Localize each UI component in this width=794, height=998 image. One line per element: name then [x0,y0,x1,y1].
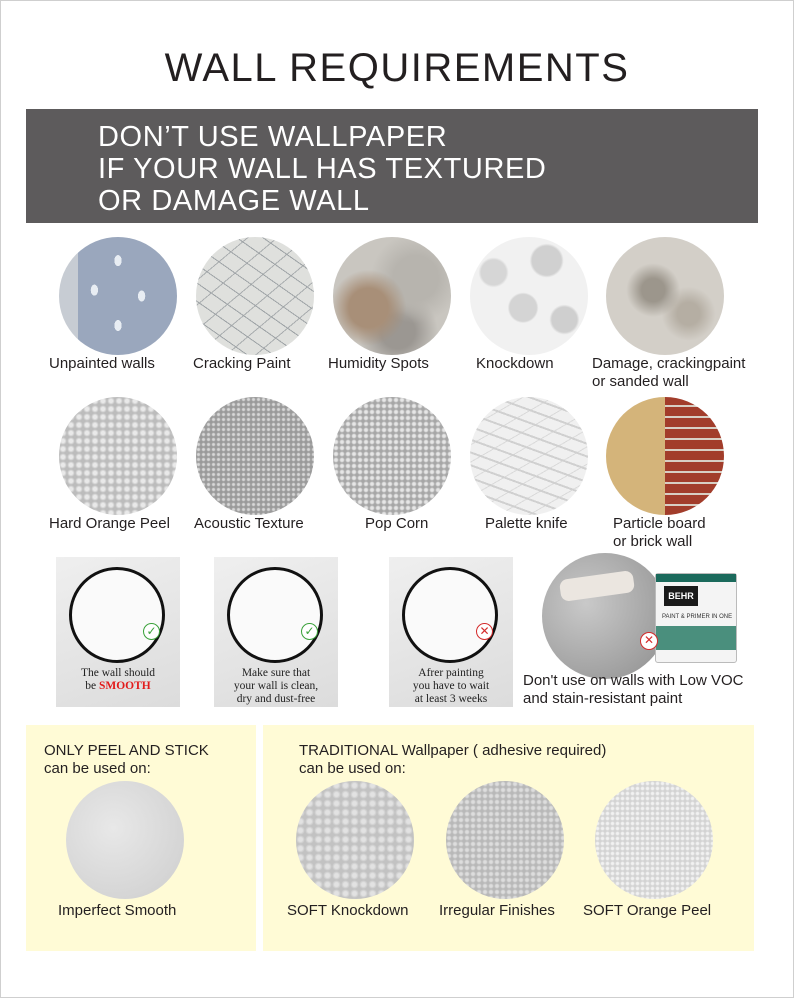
popcorn-photo [333,397,451,515]
peel-stick-panel [26,725,256,951]
voc-line-1: Don't use on walls with Low VOC [523,672,744,689]
label-knockdown: Knockdown [476,355,554,372]
label-palette-knife: Palette knife [485,515,568,532]
label-imperfect-smooth: Imperfect Smooth [58,902,177,919]
tip-wait-line-1: Afrer painting [418,667,484,679]
tip-smooth-prefix: be [85,680,99,692]
peel-stick-subtitle: can be used on: [44,760,151,777]
banner-line-2: IF YOUR WALL HAS TEXTURED [98,153,547,185]
tip-clean-line-3: dry and dust-free [236,693,316,705]
cleaning-wall-photo [227,567,323,663]
tip-wait-line-2: you have to wait [412,680,490,692]
paint-can-image [655,573,737,663]
voc-warning [523,672,743,708]
tip-text-smooth [56,667,180,693]
tip-card-smooth [56,557,180,707]
traditional-subtitle: can be used on: [299,760,406,777]
label-cracking-paint: Cracking Paint [193,355,291,372]
label-humidity-spots: Humidity Spots [328,355,429,372]
irregular-finishes-photo [446,781,564,899]
label-soft-orange-peel: SOFT Orange Peel [583,902,712,919]
label-acoustic-texture: Acoustic Texture [194,515,304,532]
cross-icon: ✕ [476,623,493,640]
check-icon: ✓ [301,623,318,640]
traditional-panel [263,725,754,951]
tip-clean-line-1: Make sure that [241,667,311,679]
label-pop-corn: Pop Corn [365,515,429,532]
label-damage-line-1: Damage, crackingpaint [592,355,746,372]
paint-can-text: PAINT & PRIMER IN ONE [662,614,733,620]
tip-clean-line-2: your wall is clean, [233,680,319,692]
unpainted-wall-photo [59,237,177,355]
tip-smooth-highlight: SMOOTH [98,680,151,692]
tip-text-clean [214,667,338,706]
orange-peel-photo [59,397,177,515]
label-damage-line-2: or sanded wall [592,373,689,390]
label-particle-line-1: Particle board [613,515,706,532]
painting-wall-photo [402,567,498,663]
tip-smooth-line-1: The wall should [80,667,156,679]
tip-wait-line-3: at least 3 weeks [414,693,488,705]
behr-logo: BEHR [664,586,698,606]
label-particle-line-2: or brick wall [613,533,693,550]
traditional-title: TRADITIONAL Wallpaper ( adhesive required) [299,742,607,759]
label-hard-orange-peel: Hard Orange Peel [49,515,170,532]
soft-knockdown-photo [296,781,414,899]
imperfect-smooth-photo [66,781,184,899]
label-soft-knockdown: SOFT Knockdown [287,902,409,919]
label-irregular-finishes: Irregular Finishes [439,902,555,919]
label-unpainted-walls: Unpainted walls [49,355,155,372]
check-icon: ✓ [143,623,160,640]
peel-stick-title: ONLY PEEL AND STICK [44,742,209,759]
banner-line-1: DON’T USE WALLPAPER [98,121,448,153]
palette-knife-photo [470,397,588,515]
acoustic-texture-photo [196,397,314,515]
tip-smooth-line-2 [56,680,180,693]
knockdown-photo [470,237,588,355]
tip-card-clean [214,557,338,707]
particle-brick-photo [606,397,724,515]
voc-line-2: and stain-resistant paint [523,690,683,707]
cracking-paint-photo [196,237,314,355]
warning-banner [26,109,758,223]
paint-roller-photo [542,553,668,679]
page-title: WALL REQUIREMENTS [164,46,630,90]
paint-can-band [656,626,736,650]
banner-line-3: OR DAMAGE WALL [98,185,370,217]
paint-can-lid [656,574,736,582]
paint-roller-icon [559,570,635,602]
damage-wall-photo [606,237,724,355]
tip-text-wait [389,667,513,706]
humidity-spots-photo [333,237,451,355]
soft-orange-peel-photo [595,781,713,899]
cross-icon: ✕ [640,632,658,650]
tip-card-wait [389,557,513,707]
smooth-wall-photo [69,567,165,663]
